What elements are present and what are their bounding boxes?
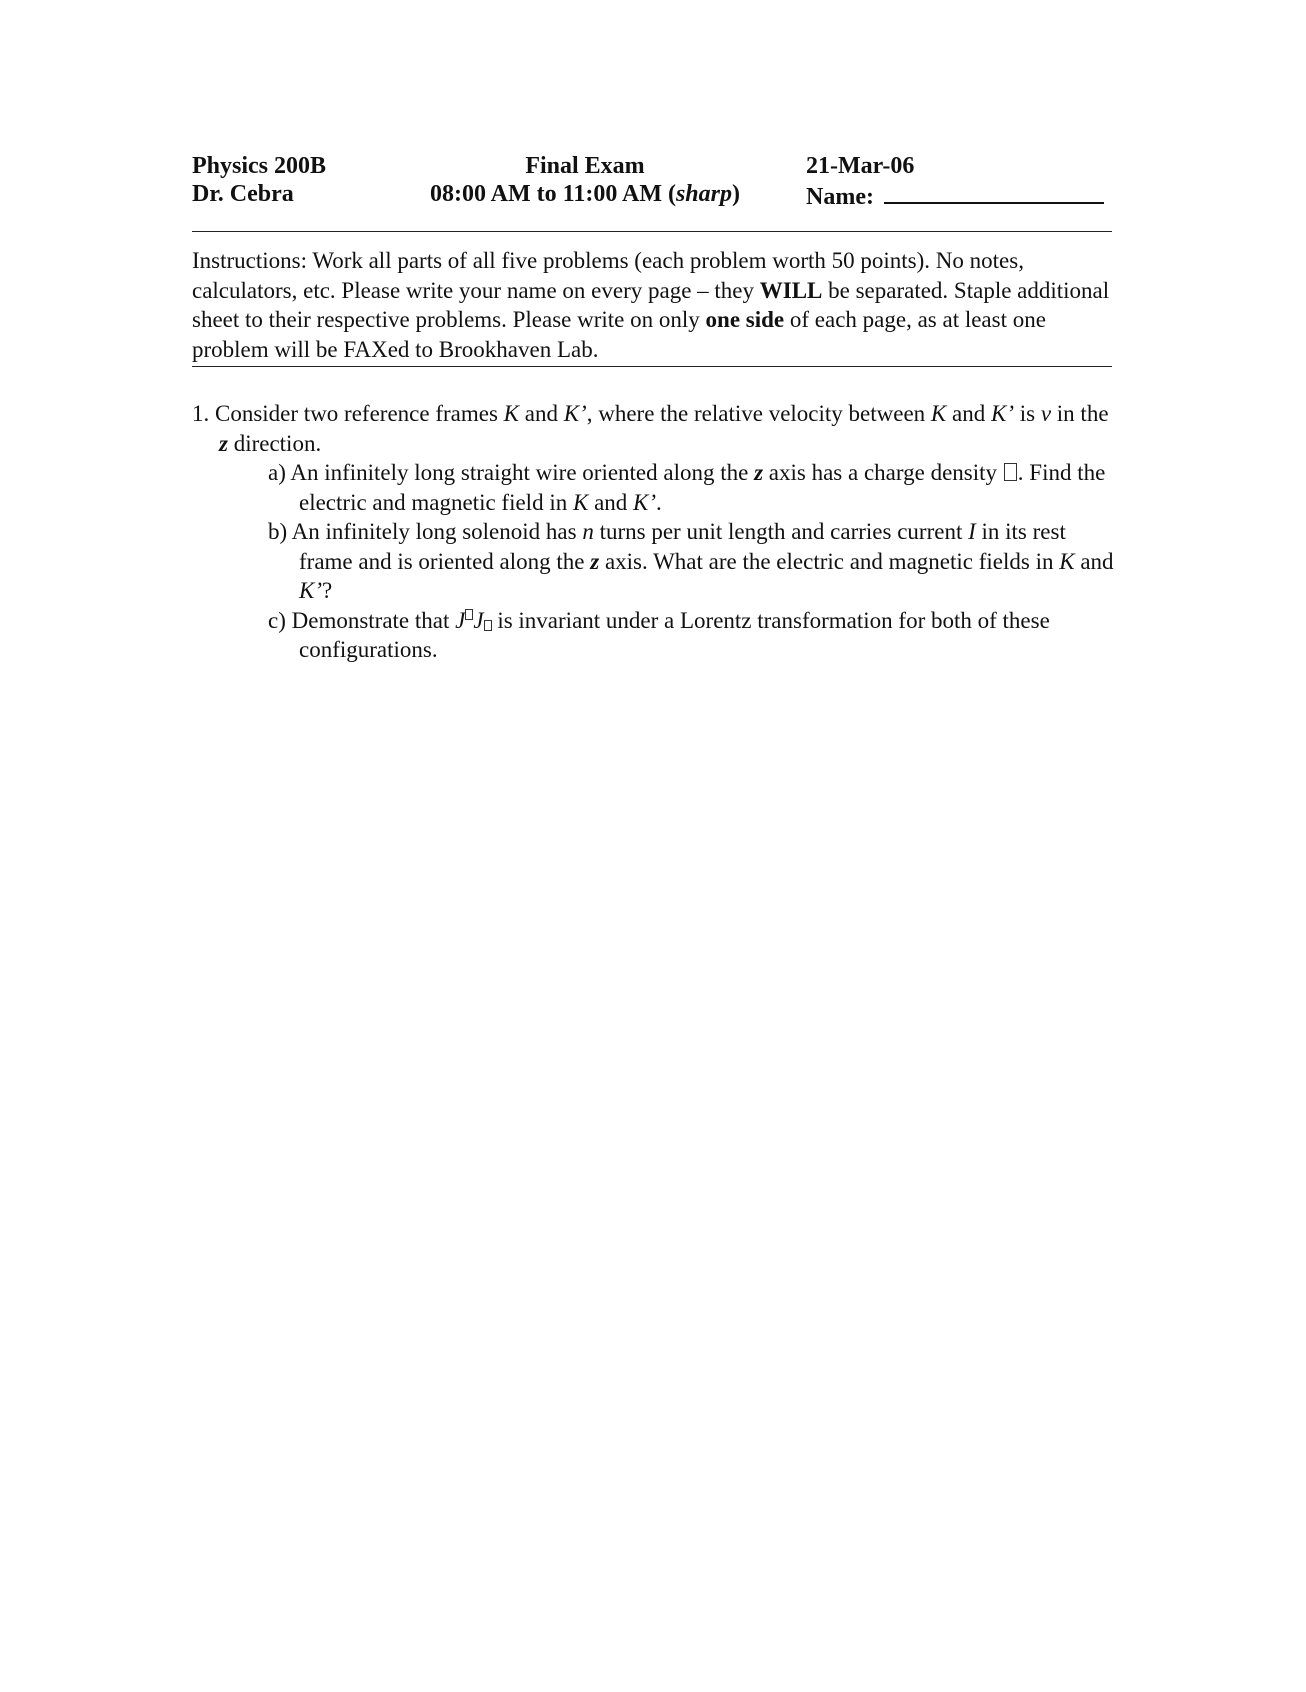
bottom-divider bbox=[192, 366, 1112, 367]
problem-1c: c) Demonstrate that J J is invariant under a Lorentz transformation for both of these configurations. bbox=[268, 607, 1050, 662]
time-emphasis: sharp bbox=[675, 181, 732, 207]
emphasis-will: WILL bbox=[759, 277, 823, 303]
header-center bbox=[420, 152, 750, 208]
exam-date: 21-Mar-06 bbox=[806, 153, 915, 179]
emphasis-one-side: one side bbox=[705, 307, 785, 332]
missing-glyph-icon bbox=[484, 620, 492, 631]
header-left bbox=[192, 152, 326, 208]
problem-1b: b) An infinitely long solenoid has n turns per unit length and carries current I in its rest frame and is oriented along the z axis. What are the electric and magnetic fields in K and K’? bbox=[268, 519, 1114, 603]
exam-title: Final Exam bbox=[525, 153, 645, 179]
problem-1-statement: 1. Consider two reference frames K and K’, where the relative velocity between K and K’ is v in the z direction. bbox=[192, 401, 1109, 456]
problem-1 bbox=[192, 399, 1122, 665]
top-divider bbox=[192, 231, 1112, 232]
name-field[interactable] bbox=[884, 180, 1104, 204]
name-label: Name: bbox=[806, 184, 874, 210]
instructions: Instructions: Work all parts of all five problems (each problem worth 50 points). No notes, calculators, etc. Please write your name on every page – they WILL be separated. Staple additional sheet to their respective problems. Please write on only one side of each page, as at least one problem will be FAXed to Brookhaven Lab. bbox=[192, 248, 1110, 362]
problem-1a: a) An infinitely long straight wire oriented along the z axis has a charge density . Find the electric and magnetic field in K and K’. bbox=[268, 460, 1106, 515]
instructor-name: Dr. Cebra bbox=[192, 181, 294, 207]
exam-time: 08:00 AM to 11:00 AM (sharp) bbox=[430, 181, 740, 207]
name-row bbox=[806, 180, 1104, 211]
header-right bbox=[806, 152, 1104, 211]
missing-glyph-icon bbox=[1004, 463, 1017, 481]
exam-header bbox=[192, 152, 1112, 212]
course-title: Physics 200B bbox=[192, 153, 327, 179]
